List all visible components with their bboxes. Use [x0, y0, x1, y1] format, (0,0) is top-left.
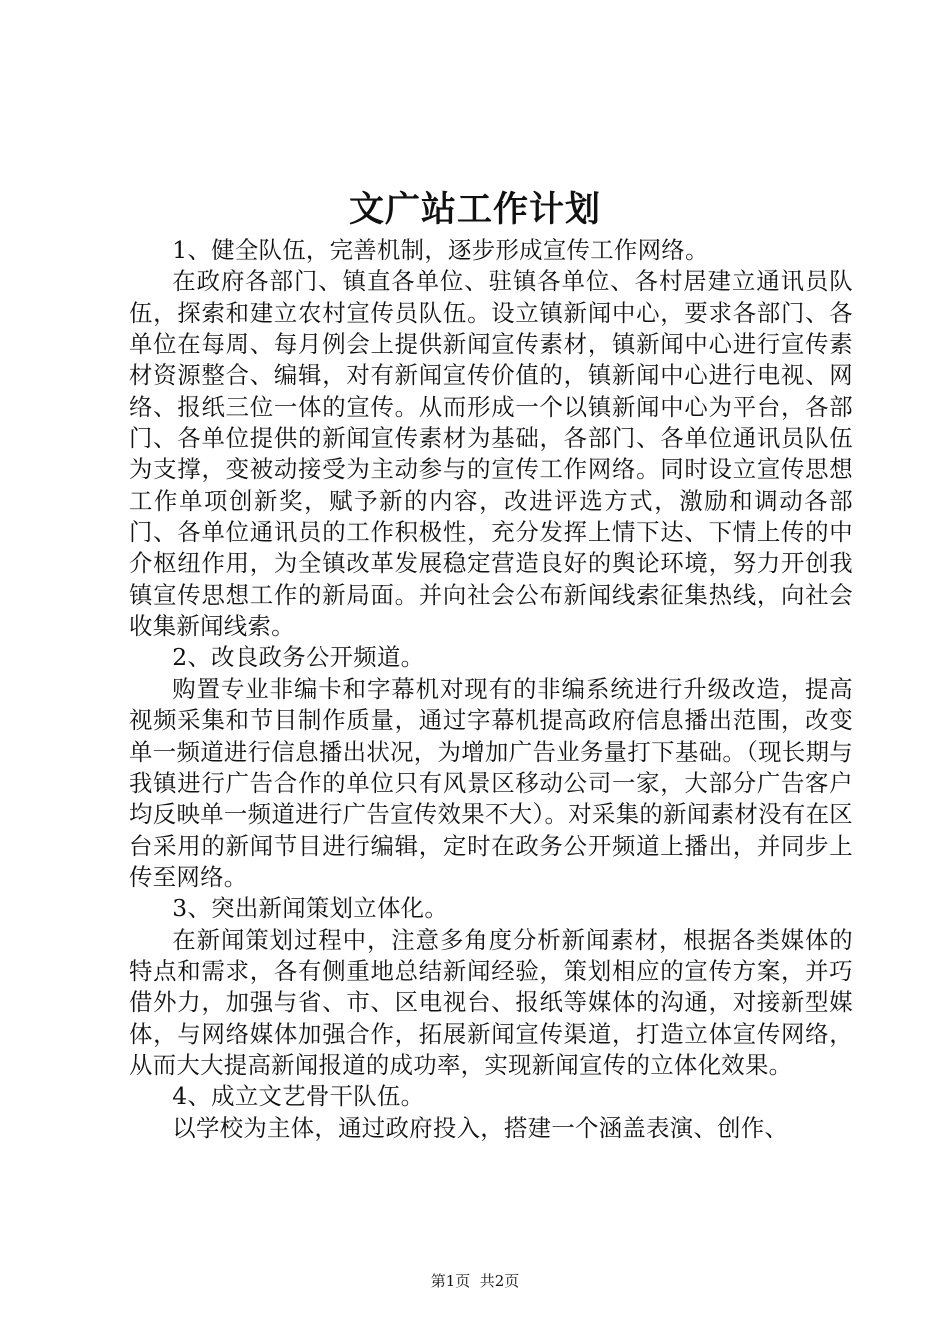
section-heading-1: 1、健全队伍，完善机制，逐步形成宣传工作网络。 — [172, 236, 709, 264]
page-footer — [0, 1271, 950, 1291]
paragraph-2: 购置专业非编卡和字幕机对现有的非编系统进行升级改造，提高视频采集和节目制作质量，通过字幕机提高政府信息播出范围，改变单一频道进行信息播出状况，为增加广告业务量打下基础。（现长期与我镇进行广告合作的单位只有风景区移动公司一家，大部分广告客户均反映单一频道进行广告宣传效果不大）。对采集的新闻素材没有在区台采用的新闻节目进行编辑，定时在政务公开频道上播出，并同步上传至网络。 — [129, 674, 853, 891]
document-body — [129, 235, 853, 1144]
section-heading-3: 3、突出新闻策划立体化。 — [172, 894, 449, 923]
paragraph-4: 以学校为主体，通过政府投入，搭建一个涵盖表演、创作、 — [172, 1113, 789, 1142]
section-heading-4: 4、成立文艺骨干队伍。 — [172, 1082, 425, 1111]
paragraph-1: 在政府各部门、镇直各单位、驻镇各单位、各村居建立通讯员队伍，探索和建立农村宣传员队伍。设立镇新闻中心，要求各部门、各单位在每周、每月例会上提供新闻宣传素材，镇新闻中心进行宣传素材资源整合、编辑，对有新闻宣传价值的，镇新闻中心进行电视、网络、报纸三位一体的宣传。从而形成一个以镇新闻中心为平台，各部门、各单位提供的新闻宣传素材为基础，各部门、各单位通讯员队伍为支撑，变被动接受为主动参与的宣传工作网络。同时设立宣传思想工作单项创新奖，赋予新的内容，改进评选方式，激励和调动各部门、各单位通讯员的工作积极性，充分发挥上情下达、下情上传的中介枢纽作用，为全镇改革发展稳定营造良好的舆论环境，努力开创我镇宣传思想工作的新局面。并向社会公布新闻线索征集热线，向社会收集新闻线索。 — [129, 267, 853, 641]
document-title: 文广站工作计划 — [348, 189, 601, 230]
paragraph-3: 在新闻策划过程中，注意多角度分析新闻素材，根据各类媒体的特点和需求，各有侧重地总结新闻经验，策划相应的宣传方案，并巧借外力，加强与省、市、区电视台、报纸等媒体的沟通，对接新型媒体，与网络媒体加强合作，拓展新闻宣传渠道，打造立体宣传网络，从而大大提高新闻报道的成功率，实现新闻宣传的立体化效果。 — [129, 925, 853, 1079]
section-heading-2: 2、改良政务公开频道。 — [172, 643, 425, 672]
page-number-label: 第1页 共2页 — [430, 1272, 520, 1290]
